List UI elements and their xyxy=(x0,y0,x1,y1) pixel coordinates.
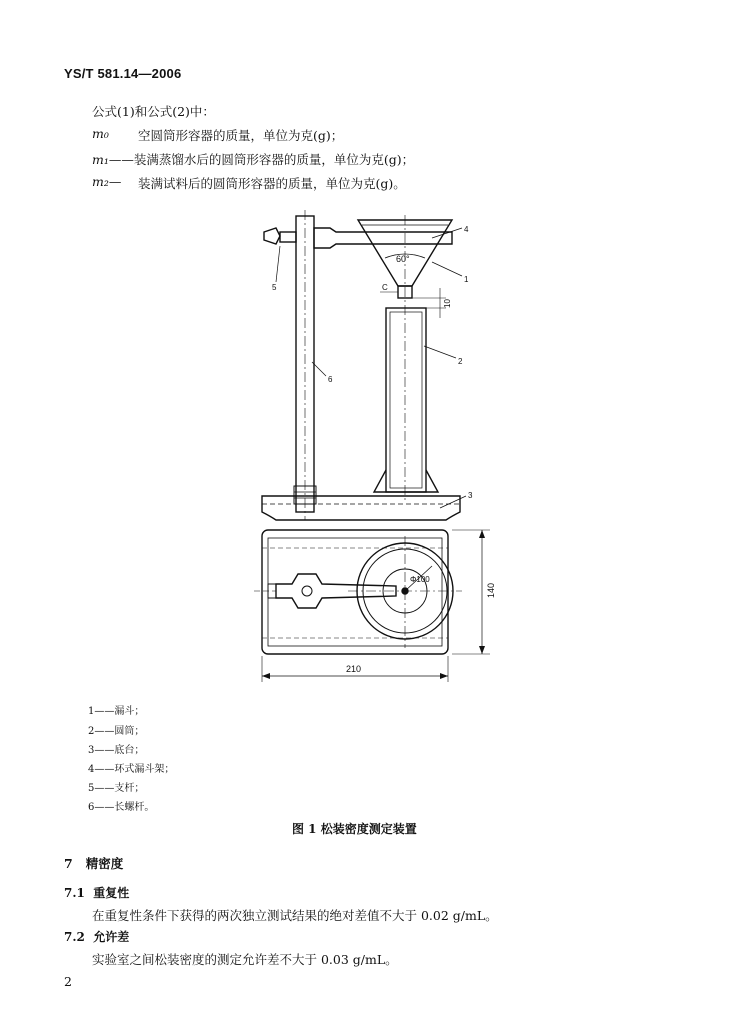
dimension-width: 210 xyxy=(346,664,362,674)
callout-5: 5 xyxy=(272,283,277,292)
callout-1: 1 xyxy=(464,275,469,284)
legend-item: 1——漏斗； xyxy=(88,706,145,717)
subsection-body: 实验室之间松装密度的测定允许差不大于 0.03 g/mL。 xyxy=(92,952,398,967)
subsection-heading: 7.2 允许差 xyxy=(64,930,130,944)
definition-text: 空圆筒形容器的质量，单位为克(g)； xyxy=(138,128,344,143)
callout-3: 3 xyxy=(468,491,473,500)
legend-item: 4——环式漏斗架； xyxy=(88,764,175,775)
dimension-height: 140 xyxy=(486,582,496,598)
figure-caption: 图 1 松装密度测定装置 xyxy=(292,822,417,836)
base-elevation xyxy=(262,496,460,520)
definition-m1: m₁——装满蒸馏水后的圆筒形容器的质量，单位为克(g)； xyxy=(92,152,415,167)
base-plan xyxy=(262,530,448,654)
legend-item: 2——圆筒； xyxy=(88,726,145,737)
callout-6: 6 xyxy=(328,375,333,384)
subsection-heading: 7.1 重复性 xyxy=(64,886,130,900)
dimension-gap: 10 xyxy=(443,299,452,308)
legend-item: 5——支杆； xyxy=(88,783,145,794)
dimension-c: C xyxy=(382,283,388,292)
definition-m2: m₂— 装满试料后的圆筒形容器的质量，单位为克(g)。 xyxy=(92,174,406,191)
page-number: 2 xyxy=(64,974,72,989)
definition-symbol: m₀ xyxy=(92,126,109,141)
formula-intro: 公式(1)和公式(2)中： xyxy=(92,104,215,119)
definition-symbol: m₁ xyxy=(92,152,109,167)
dimension-diameter: Φ100 xyxy=(410,575,430,584)
standard-number: YS/T 581.14—2006 xyxy=(64,66,182,81)
section-heading: 7 精密度 xyxy=(64,856,124,871)
definition-text: 装满蒸馏水后的圆筒形容器的质量，单位为克(g)； xyxy=(133,152,415,167)
definition-text: 装满试料后的圆筒形容器的质量，单位为克(g)。 xyxy=(138,176,406,191)
legend-item: 3——底台； xyxy=(88,745,145,756)
funnel-holder-arm xyxy=(314,228,452,248)
callout-4: 4 xyxy=(464,225,469,234)
callout-2: 2 xyxy=(458,357,463,366)
arm-plan xyxy=(276,574,396,608)
angle-label: 60° xyxy=(396,254,410,264)
wing-nut xyxy=(264,228,280,244)
definition-symbol: m₂ xyxy=(92,174,109,189)
subsection-body: 在重复性条件下获得的两次独立测试结果的绝对差值不大于 0.02 g/mL。 xyxy=(92,908,498,923)
cylinder xyxy=(386,308,426,492)
legend-item: 6——长螺杆。 xyxy=(88,802,155,813)
cylinder-foot xyxy=(374,470,438,492)
